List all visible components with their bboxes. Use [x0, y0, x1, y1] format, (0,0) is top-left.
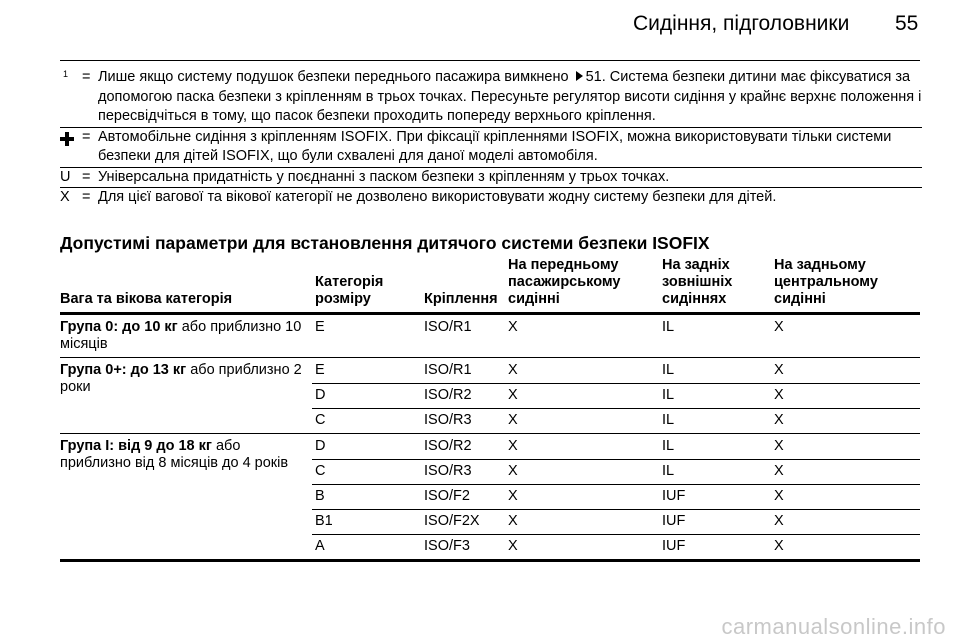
header-weight: Вага та вікова категорія — [60, 291, 233, 307]
footnote-mark: 1 — [63, 69, 69, 79]
note-text: Автомобільне сидіння з кріпленням ISOFIX. При фіксації кріпленнями ISOFIX, можна використовувати тільки системи безпеки для дітей ISOFIX, що були схвалені для даної моделі автомобіля. — [98, 128, 892, 164]
group-label: Група 0+: до 13 кг або приблизно 2 роки — [60, 362, 302, 395]
table-header-row — [60, 257, 920, 315]
table-row: Група 0+: до 13 кг або приблизно 2 роки E ISO/R1 X IL X — [60, 358, 920, 383]
page-header-title: Сидіння, підголовники — [633, 12, 850, 35]
table-row: D ISO/R2 X IL X — [60, 383, 920, 408]
header-fixture: Кріплення — [424, 291, 498, 307]
header-front-seat: На передньому пасажирському сидінні — [508, 257, 621, 307]
header-divider — [60, 60, 920, 61]
table-row: B ISO/F2 X IUF X — [60, 484, 920, 509]
table-row: C ISO/R3 X IL X — [60, 408, 920, 434]
header-size-class: Категорія розміру — [315, 274, 384, 307]
legend-notes — [60, 68, 922, 208]
note-text: Універсальна придатність у поєднанні з паском безпеки з кріпленням у трьох точках. — [98, 168, 670, 185]
page-reference: 51 — [585, 69, 602, 85]
header-rear-center: На задньому центральному сидінні — [774, 257, 878, 307]
section-title: Допустимі параметри для встановлення дитячого системи безпеки ISOFIX — [60, 233, 710, 253]
table-row: B1 ISO/F2X X IUF X — [60, 509, 920, 534]
group-label: Група 0: до 10 кг або приблизно 10 місяців — [60, 319, 302, 352]
note-not-allowed: X = Для цієї вагової та вікової категорії не дозволено використовувати жодну систему безпеки для дітей. — [60, 188, 922, 208]
note-text: Для цієї вагової та вікової категорії не дозволено використовувати жодну систему безпеки для дітей. — [98, 189, 777, 205]
page-reference-icon — [576, 71, 583, 81]
table-row: Група 0: до 10 кг або приблизно 10 місяців E ISO/R1 X IL X — [60, 315, 920, 358]
table-row: Група I: від 9 до 18 кг або приблизно від 8 місяців до 4 років D ISO/R2 X IL X — [60, 434, 920, 459]
header-rear-outer: На задніх зовнішніх сидіннях — [662, 257, 733, 307]
isofix-table — [60, 257, 920, 562]
table-row: A ISO/F3 X IUF X — [60, 534, 920, 562]
note-isofix: = Автомобільне сидіння з кріпленням ISOFIX. При фіксації кріпленнями ISOFIX, можна використовувати тільки системи безпеки для дітей ISOFIX, що були схвалені для даної моделі автомобіля. — [60, 128, 922, 167]
page-number: 55 — [895, 12, 919, 35]
note-text: Лише якщо систему подушок безпеки переднього пасажира вимкнено — [98, 69, 569, 85]
isofix-plus-icon — [60, 132, 74, 146]
note-universal: U = Універсальна придатність у поєднанні з паском безпеки з кріпленням у трьох точках. — [60, 168, 922, 188]
watermark: carmanualsonline.info — [721, 614, 946, 639]
table-row: C ISO/R3 X IL X — [60, 459, 920, 484]
group-label: Група I: від 9 до 18 кг або приблизно від 8 місяців до 4 років — [60, 438, 289, 471]
note-1: 1 = Лише якщо систему подушок безпеки переднього пасажира вимкнено 51. Система безпеки дитини має фіксуватися за допомогою паска безпеки з кріпленням в трьох точках. Пересуньте регулятор висоти сидіння у крайнє верхнє положення і пересвідчіться в тому, що пасок безпеки проходить попереду верхнього кріплення. — [60, 68, 922, 127]
note-text-cont: . Система безпеки дитини має фіксуватися за допомогою паска безпеки з кріпленням в трьох точках. Пересуньте регулятор висоти сидіння у крайнє верхнє положення і пересвідчіться в тому, що пасок безпеки проходить попереду верхнього кріплення. — [98, 69, 922, 124]
